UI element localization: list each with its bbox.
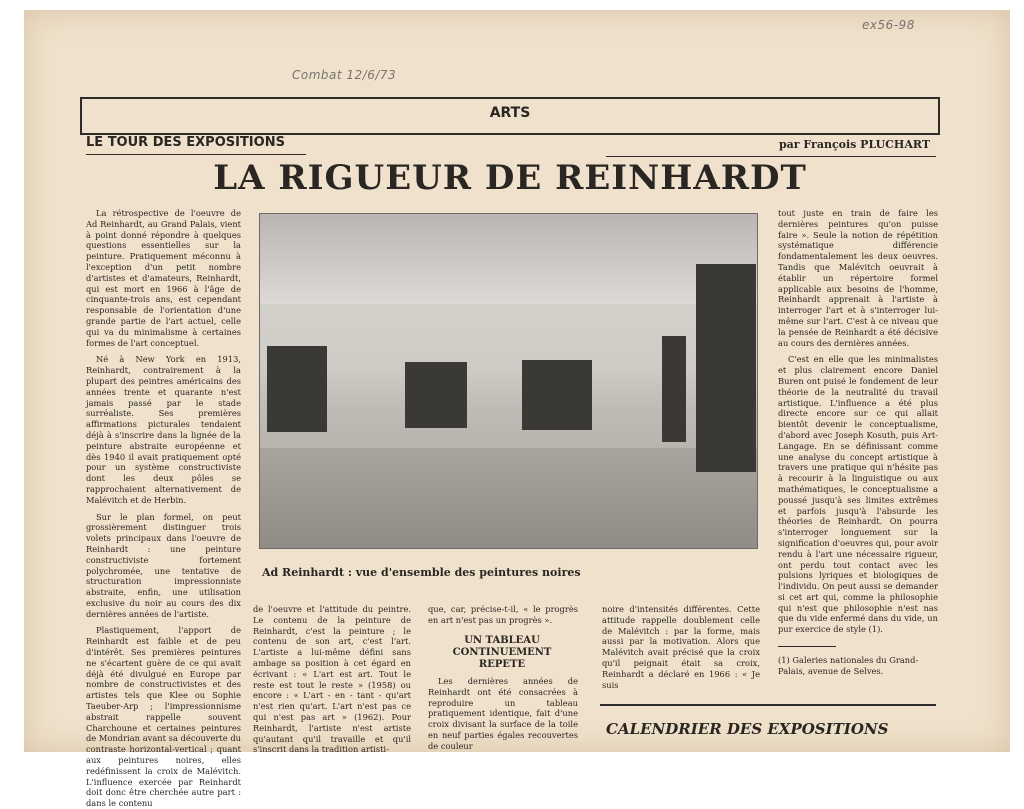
byline: par François PLUCHART bbox=[778, 138, 930, 151]
gallery-photo bbox=[259, 213, 758, 549]
archive-annotation: ex56-98 bbox=[862, 18, 915, 32]
black-painting bbox=[267, 346, 327, 432]
paragraph: noire d'intensités différentes. Cette attitude rappelle doublement celle de Malévitch : par la forme, mais aussi par la motivation. Alors que Malévitch avait précisé que la croix qu'il peignait était sa croix, Reinhardt a déclaré en 1966 : « Je suis bbox=[602, 604, 760, 690]
subheading: UN TABLEAU CONTINUEMENT REPETE bbox=[452, 635, 552, 670]
paragraph: Sur le plan formel, on peut grossièrement distinguer trois volets principaux dans l'oeuvre de Reinhardt : une peinture constructiviste fortement polychromée, une tentative de structuration impressionniste abstraite, enfin, une utilisation exclusive du noir au cours des dix dernières années de l'artiste. bbox=[86, 511, 241, 619]
black-painting bbox=[405, 362, 467, 428]
paragraph: La rétrospective de l'oeuvre de Ad Reinhardt, au Grand Palais, vient à point donné répondre à quelques questions essentielles sur la peinture. Pratiquement méconnu à l'exception d'un petit nombre d'artistes et d'amateurs, Reinhardt, qui est mort en 1966 à l'âge de cinquante-trois ans, est cependant responsable de l'orientation d'une grande partie de l'art actuel, celle qui va du minimalisme à certaines formes de l'art conceptuel. bbox=[86, 208, 241, 348]
section-frame bbox=[80, 97, 940, 135]
article-column-3-top bbox=[428, 604, 578, 634]
paragraph: de l'oeuvre et l'attitude du peintre. Le contenu de la peinture de Reinhardt, c'est la peinture ; le contenu de son art, c'est l'art. L'artiste a lui-même défini sans ambage sa position à cet égard en écrivant : « L'art est art. Tout le reste est tout le reste » (1958) ou encore : « L'art - en - tant - qu'art n'est rien qu'art. L'art n'est pas ce qui n'est pas art » (1962). Pour Reinhardt, l'artiste n'est artiste qu'autant qu'il travaille et qu'il s'inscrit dans la tradition artisti- bbox=[253, 604, 411, 755]
rubric-rule bbox=[86, 154, 306, 155]
paragraph: tout juste en train de faire les dernières peintures qu'on puisse faire ». Seule la notion de répétition systématique différencie fondamentalement les deux oeuvres. Tandis que Malévitch oeuvrait à établir un répertoire formel applicable aux besoins de l'homme, Reinhardt apprenait à l'artiste à interroger l'art et à s'interroger lui-même sur l'art. C'est à ce niveau que la pensée de Reinhardt a été décisive au cours des dernières années. bbox=[778, 208, 938, 348]
photo-ceiling bbox=[260, 214, 757, 304]
source-date-annotation: Combat 12/6/73 bbox=[292, 68, 397, 82]
article-column-3-bottom bbox=[428, 676, 578, 751]
article-column-2 bbox=[253, 604, 411, 755]
article-column-5 bbox=[778, 208, 938, 635]
paragraph: C'est en elle que les minimalistes et plus clairement encore Daniel Buren ont puisé le fondement de leur théorie de la neutralité du travail artistique. L'influence a été plus directe encore sur ce qui allait bientôt devenir le conceptualisme, d'abord avec Joseph Kosuth, puis Art-Langage. En se définissant comme une analyse du concept artistique à travers une pratique qui n'hésite pas à recourir à la linguistique ou aux mathématiques, le conceptualisme a poussé jusqu'à ses limites extrêmes et parfois jusqu'à l'absurde les théories de Reinhardt. On pourra s'interroger longuement sur la signification d'oeuvres qui, pour avoir rendu à l'art une nécessaire rigueur, ont perdu tout contact avec les pulsions lyriques et biologiques de l'individu. On peut aussi se demander si cet art qui, comme la philosophie qui n'est que philosophie n'est nas que du vide enfermé dans du vide, un pur exercice de style (1). bbox=[778, 354, 938, 635]
photo-floor bbox=[260, 448, 757, 548]
black-painting bbox=[662, 336, 686, 442]
paragraph: Né à New York en 1913, Reinhardt, contrairement à la plupart des peintres américains des années trente et quarante n'est jamais passé par le stade surréaliste. Ses premières affirmations picturales tendaient déjà à s'inscrire dans la lignée de la peinture abstraite européenne et dès 1940 il avait pratiquement opté pour un système constructiviste dont les deux pôles se rapprochaient alternativement de Malévitch et de Herbin. bbox=[86, 354, 241, 505]
section-title: ARTS bbox=[489, 105, 531, 121]
byline-rule bbox=[606, 156, 936, 157]
rubric-title: LE TOUR DES EXPOSITIONS bbox=[86, 135, 285, 150]
black-painting bbox=[696, 264, 756, 472]
headline: LA RIGUEUR DE REINHARDT bbox=[213, 158, 807, 198]
photo-caption: Ad Reinhardt : vue d'ensemble des peintures noires bbox=[262, 566, 581, 579]
paragraph: Plastiquement, l'apport de Reinhardt est faible et de peu d'intérêt. Ses premières peintures ne s'écartent guère de ce qui avait déjà été divulgué en Europe par nombre de constructivistes et des artistes tels que Klee ou Sophie Taeuber-Arp ; l'impressionnisme abstrait rappelle souvent Charchoune et certaines peintures de Mondrian avant sa découverte du contraste horizontal-vertical ; quant aux peintures noires, elles redéfinissent la croix de Malévitch. L'influence exercée par Reinhardt doit donc être cherchée autre part : dans le contenu bbox=[86, 625, 241, 809]
calendar-heading: CALENDRIER DES EXPOSITIONS bbox=[606, 720, 889, 738]
article-column-1 bbox=[86, 208, 241, 809]
article-column-4 bbox=[602, 604, 760, 690]
black-painting bbox=[522, 360, 592, 430]
footnote-rule bbox=[778, 646, 836, 647]
paragraph: que, car, précise-t-il, « le progrès en art n'est pas un progrès ». bbox=[428, 604, 578, 625]
calendar-rule bbox=[600, 704, 936, 706]
footnote: (1) Galeries nationales du Grand-Palais, avenue de Selves. bbox=[778, 655, 919, 676]
paragraph: Les dernières années de Reinhardt ont été consacrées à reproduire un tableau pratiquement identique, fait d'une croix divisant la surface de la toile en neuf parties égales recouvertes de couleur bbox=[428, 676, 578, 751]
